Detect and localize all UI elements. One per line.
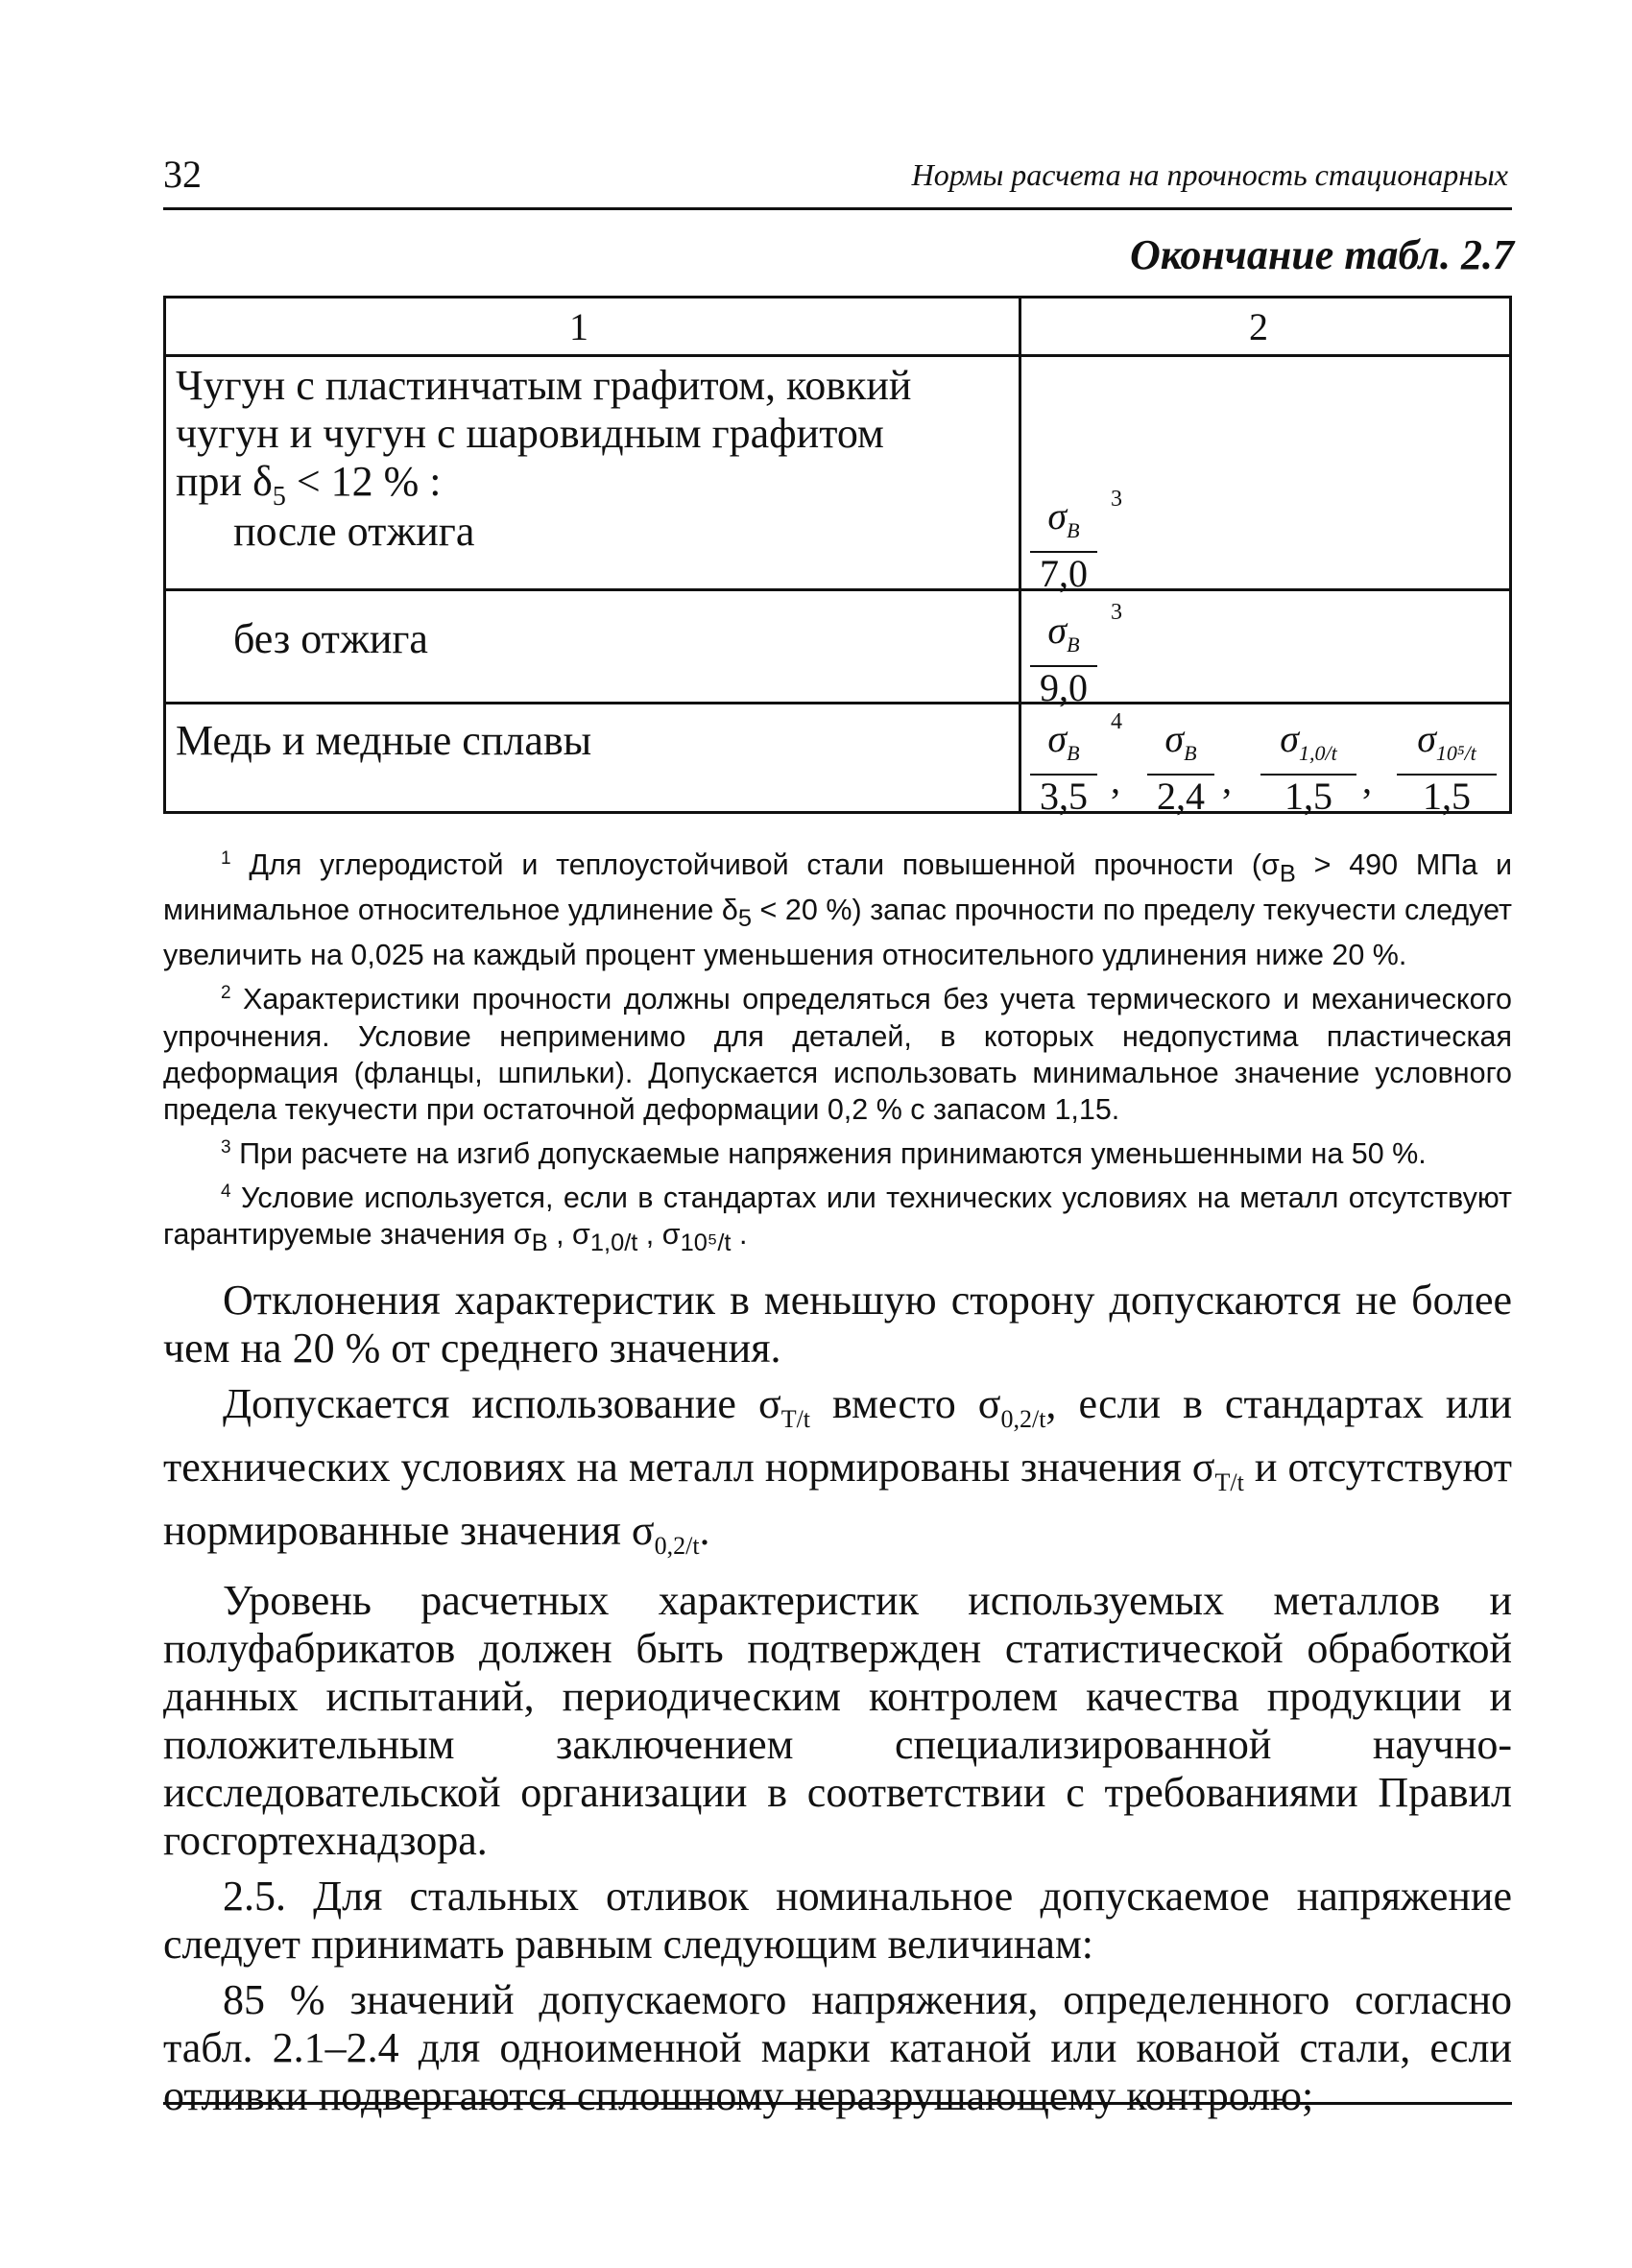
paragraph: Уровень расчетных характеристик используемых металлов и полуфабрикатов должен быть подтвержден статистической обработкой данных испытаний, периодическим контролем качества продукции и положительным заключением специализированной научно-исследовательской организации в соответствии с требованиями Правил госгортехнадзора. [163,1577,1512,1865]
row1-line3: при $\delta_5 < 12$ % : [176,458,442,512]
row1-line2: чугун и чугун с шаровидным графитом [176,410,884,457]
paragraph: 85 % значений допускаемого напряжения, определенного согласно табл. 2.1–2.4 для одноименной марки катаной или кованой стали, если отливки подвергаются сплошному неразрушающему контролю; [163,1976,1512,2120]
comma: , [1111,758,1120,801]
column-header-2: 2 [1249,305,1268,348]
running-header [163,152,1512,210]
row3-label: Медь и медные сплавы [176,717,592,764]
row1-line1: Чугун с пластинчатым графитом, ковкий [176,362,912,409]
footnote-2: $^2$ Характеристики прочности должны определяться без учета термического и механического упрочнения. Условие неприменимо для деталей, в которых недопустима пластическая деформация (фланцы, шпильки). Допускается использовать минимальное значение условного предела текучести при остаточной деформации 0,2 % с запасом 1,15. [163,983,1512,1126]
column-header-1: 1 [569,305,588,348]
paragraph: Допускается использование $\sigma_{T/t}$ вместо $\sigma_{0,2/t}$, если в стандартах или технических условиях на металл нормированы значения $\sigma_{T/t}$ и отсутствуют нормированные значения $\sigma_{0,2/t}$. [163,1380,1512,1560]
row1-formula: $\sigma_В$ 7,0 [1030,496,1097,595]
row3-formula-3: $\frac{\sigma_{1,0/t}}{1,5}$ [1260,719,1356,818]
bottom-rule [163,2102,1512,2105]
row3-footnote-mark: 4 [1111,709,1122,734]
footnote-3: $^3$ При расчете на изгиб допускаемые напряжения принимаются уменьшенными на 50 %. [221,1136,1427,1170]
strength-table [163,296,1512,818]
comma: , [1362,758,1372,801]
table-row-divider [166,588,1509,591]
page-number: 32 [163,153,202,196]
paragraph: Отклонения характеристик в меньшую сторону допускаются не более чем на 20 % от среднего значения. [163,1277,1512,1372]
table-row-divider [166,354,1509,357]
table-column-divider [1019,298,1021,811]
row2-label: без отжига [233,615,428,662]
running-title: Нормы расчета на прочность стационарных [911,157,1508,192]
row3-formula-2: $\sigma_В$ 2,4 [1147,719,1214,818]
paragraph: 2.5. Для стальных отливок номинальное допускаемое напряжение следует принимать равным следующим величинам: [163,1873,1512,1969]
row2-footnote-mark: 3 [1111,600,1122,625]
table-row-divider [166,702,1509,704]
row3-formula-4: $\frac{\sigma_{10^5/t}}{1,5}$ [1397,719,1497,818]
footnote-1: $^1$ Для углеродистой и теплоустойчивой стали повышенной прочности ($\sigma_В > 490$ МПа и минимальное относительное удлинение $\delta_5 < 20$ %) запас прочности по пределу текучести следует увеличить на 0,025 на каждый процент уменьшения относительного удлинения ниже 20 %. [163,848,1513,972]
body-text [163,1277,1512,2128]
comma: , [1222,758,1232,801]
footnote-4: $^4$ Условие используется, если в стандартах или технических условиях на металл отсутствуют гарантируемые значения $\sigma_В$ , $\sigma_{1,0/t}$ , $\sigma_{10^5/t}$ . [163,1181,1512,1256]
row1-sub-label: после отжига [233,508,475,555]
row1-footnote-mark: 3 [1111,487,1122,512]
table-caption: Окончание табл. 2.7 [1129,231,1514,278]
row3-formula-1: $\sigma_В$ 3,5 [1030,719,1097,818]
row2-formula: $\sigma_В$ 9,0 [1030,610,1097,709]
footnotes [163,841,1512,1263]
